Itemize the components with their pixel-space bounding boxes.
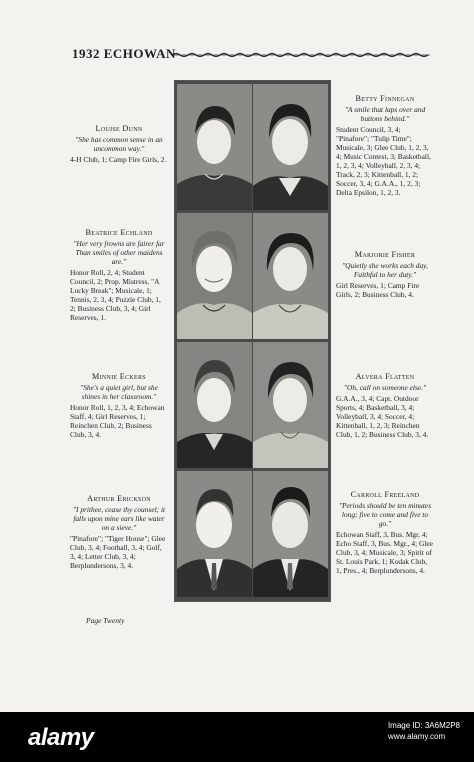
student-activities: Honor Roll, 2, 4; Student Council, 2; Prop. Mistress, "A Lucky Break"; Musicale, 1; Tennis, 2, 3, 4; Puzzle Club, 1, 2; Business Club, 3, 4; Girl Reserves, 1. — [70, 268, 161, 322]
portrait-marjorie-fisher — [253, 213, 328, 339]
bio-carroll-freeland — [336, 490, 434, 575]
student-name: Betty Finnegan — [355, 94, 415, 103]
alamy-logo[interactable]: alamy — [28, 724, 94, 751]
student-activities: G.A.A., 3, 4; Capt. Outdoor Sports, 4; Basketball, 3, 4; Volleyball, 3, 4; Soccer, 4; Kittenball, 1, 2, 3; Reinchen Club, 1, 2; Business Club, 3, 4. — [336, 394, 429, 439]
student-activities: Honor Roll, 1, 2, 3, 4; Echowan Staff, 4; Girl Reserves, 1; Reinchen Club, 2; Business Club, 3, 4. — [70, 403, 165, 439]
student-name: Beatrice Echland — [85, 228, 153, 237]
watermark-info — [388, 720, 460, 742]
header-ornament — [172, 52, 430, 58]
student-activities: Student Council, 3, 4; "Pinafore"; "Tulip Time"; Musicale, 3; Glee Club, 1, 2, 3, 4; Music Contest, 3; Basketball, 1, 2, 3, 4; Volleyball, 2, 3, 4; Track, 2, 3; Kittenball, 1, 2; Soccer, 3, 4; G.A.A., 1, 2, 3; Delta Epsilon, 1, 2, 3. — [336, 125, 431, 197]
student-name: Arthur Erickson — [87, 494, 151, 503]
bio-minnie-eckers — [70, 372, 168, 439]
portrait-betty-finnegan — [253, 84, 328, 210]
header-year: 1932 — [72, 46, 100, 61]
bio-louise-dunn — [70, 124, 168, 164]
student-activities: 4-H Club, 1; Camp Fire Girls, 2. — [70, 155, 167, 164]
stock-url[interactable]: www.alamy.com — [387, 732, 446, 741]
bio-marjorie-fisher — [336, 250, 434, 299]
header-name: ECHOWAN — [103, 46, 176, 61]
student-quote: "A smile that laps over and buttons behind." — [344, 105, 426, 123]
student-activities: "Pinafore"; "Tiger House"; Glee Club, 3, 4; Football, 3, 4; Golf, 3, 4; Letter Club, 3, 4; Berplundersons, 3, 4. — [70, 534, 166, 570]
student-quote: "Oh, call on someone else." — [343, 383, 427, 392]
portrait-louise-dunn — [177, 84, 252, 210]
portrait-alvera-flatten — [253, 342, 328, 468]
header-title — [72, 46, 176, 62]
student-quote: "I prithee, cease thy counsel; it falls upon mine ears like water on a sieve." — [72, 505, 166, 532]
page-number: Page Twenty — [86, 616, 125, 625]
bio-alvera-flatten — [336, 372, 434, 439]
portrait-beatrice-echland — [177, 213, 252, 339]
student-name: Minnie Eckers — [92, 372, 146, 381]
bio-beatrice-echland — [70, 228, 168, 322]
portrait-carroll-freeland — [253, 471, 328, 597]
portrait-grid — [174, 80, 331, 602]
student-name: Carroll Freeland — [350, 490, 420, 499]
bio-betty-finnegan — [336, 94, 434, 197]
portrait-arthur-erickson — [177, 471, 252, 597]
student-activities: Girl Reserves, 1; Camp Fire Girls, 2; Business Club, 4. — [336, 281, 420, 299]
student-quote: "Periods should be ten minutes long; five to come and five to go." — [338, 501, 432, 528]
student-quote: "Quietly she works each day, Faithful to her duty." — [342, 261, 428, 279]
student-activities: Echowan Staff, 3, Bus. Mgr. 4; Echo Staff, 3, Bus. Mgr., 4; Glee Club, 3, 4; Musicale, 3; Spirit of St. Louis Park, 1; Kodak Club, 1, Pres., 4; Berplundersons, 4. — [336, 530, 433, 575]
image-id: Image ID: 3A6M2P8 — [387, 721, 460, 730]
student-quote: "She has common sense in an uncommon way." — [75, 135, 163, 153]
student-name: Louise Dunn — [95, 124, 143, 133]
portrait-minnie-eckers — [177, 342, 252, 468]
bio-arthur-erickson — [70, 494, 168, 570]
student-name: Alvera Flatten — [355, 372, 415, 381]
student-quote: "She's a quiet girl, but she shines in her classroom." — [80, 383, 158, 401]
stock-watermark-bar — [0, 712, 474, 762]
student-quote: "Her very frowns are fairer far Than smiles of other maidens are." — [73, 239, 165, 266]
page-header — [72, 44, 432, 64]
student-name: Marjorie Fisher — [354, 250, 416, 259]
